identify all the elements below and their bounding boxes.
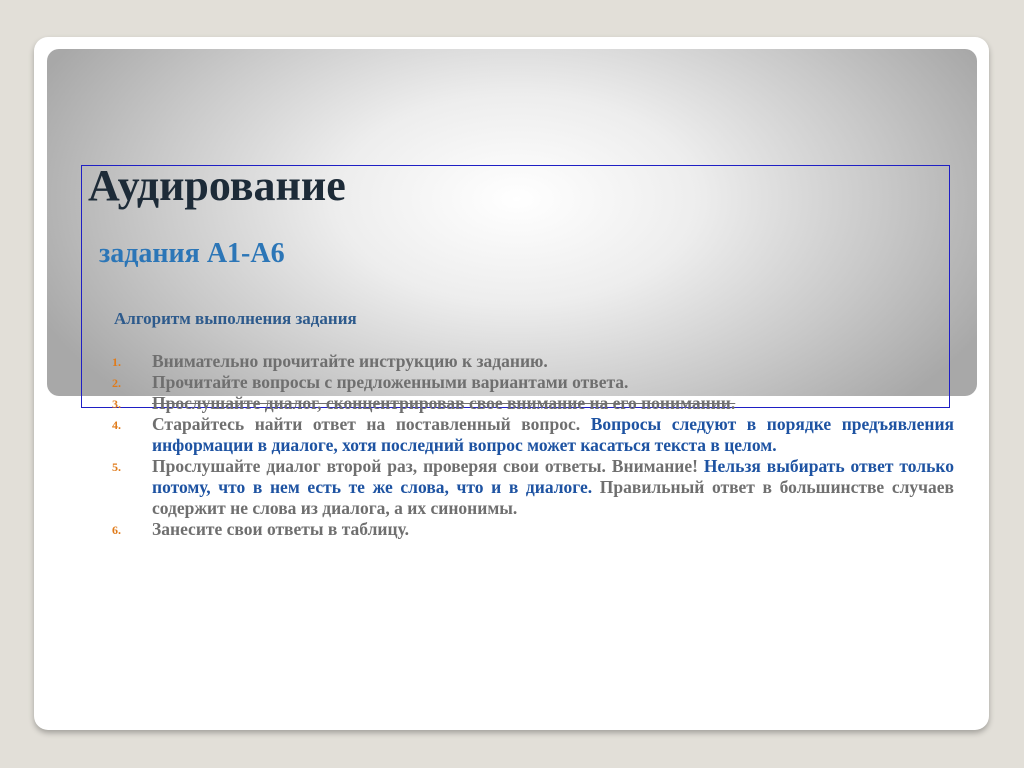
slide-title: Аудирование xyxy=(88,161,346,210)
slide-subtitle: задания А1-А6 xyxy=(99,238,285,269)
algorithm-heading: Алгоритм выполнения задания xyxy=(114,309,357,328)
step-emphasis: Вопросы следуют в порядке предъявления информации в диалоге, хотя последний вопрос может касаться текста в целом. xyxy=(152,414,955,455)
step-text: Прочитайте вопросы с предложенными вариантами ответа. xyxy=(152,372,629,392)
step-number: 2. xyxy=(112,376,121,390)
step-item-3 xyxy=(108,393,954,414)
steps-list xyxy=(108,351,954,540)
step-item-6 xyxy=(108,519,954,540)
step-text: Занесите свои ответы в таблицу. xyxy=(152,519,409,539)
step-text-after: Правильный ответ в большинстве случаев содержит не слова из диалога, а их синонимы. xyxy=(152,477,954,518)
step-number: 3. xyxy=(112,397,121,411)
step-text: Внимательно прочитайте инструкцию к заданию. xyxy=(152,351,548,371)
step-text: Старайтесь найти ответ на поставленный вопрос. xyxy=(152,414,581,434)
step-text: Прослушайте диалог второй раз, проверяя свои ответы. Внимание! xyxy=(152,456,698,476)
step-item-2 xyxy=(108,372,954,393)
step-item-1 xyxy=(108,351,954,372)
step-number: 5. xyxy=(112,460,121,474)
step-number: 4. xyxy=(112,418,121,432)
step-text: Прослушайте диалог, сконцентрировав свое внимание на его понимании. xyxy=(152,393,736,413)
step-item-4 xyxy=(108,414,954,456)
step-number: 6. xyxy=(112,523,121,537)
step-number: 1. xyxy=(112,355,121,369)
step-emphasis: Нельзя выбирать ответ только потому, что в нем есть те же слова, что и в диалоге. xyxy=(152,456,954,497)
step-item-5 xyxy=(108,456,954,519)
